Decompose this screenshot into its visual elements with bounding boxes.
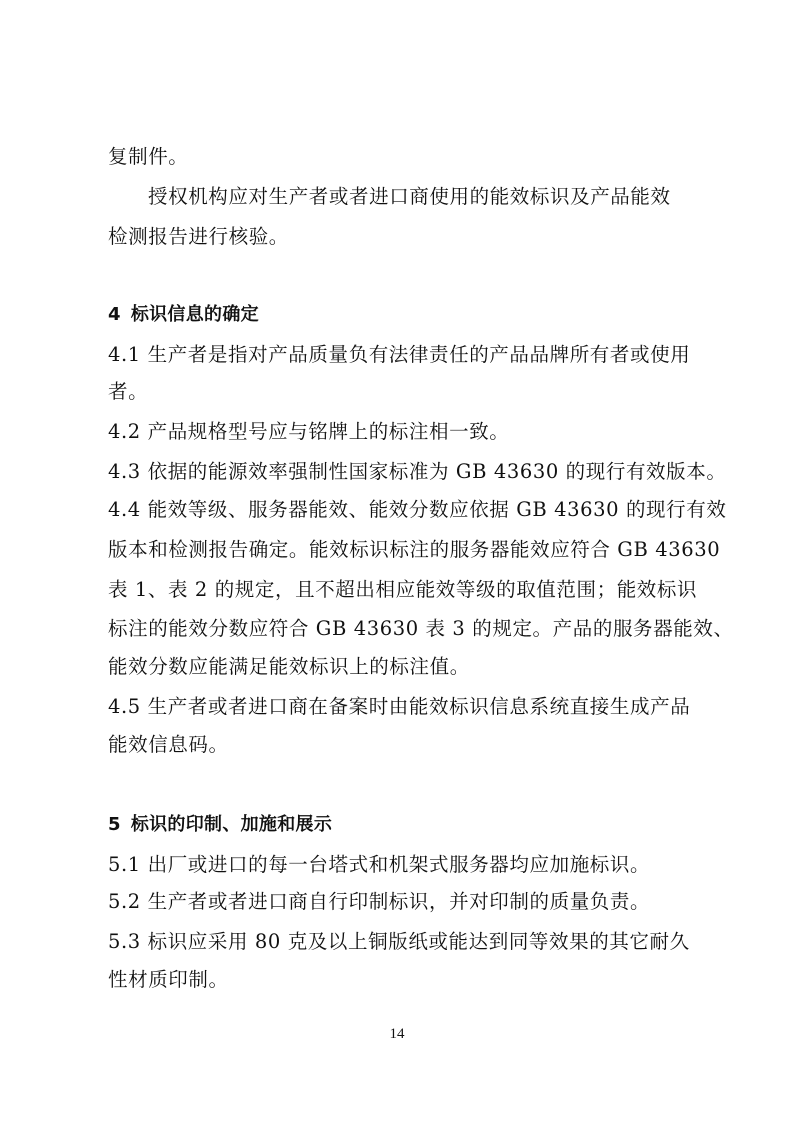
paragraph-line: 能效分数应能满足能效标识上的标注值。 <box>108 655 470 678</box>
section-heading-4 <box>108 303 688 327</box>
clause-5-1: 5.1 出厂或进口的每一台塔式和机架式服务器均应加施标识。 <box>108 853 651 876</box>
clause-4-4: 4.4 能效等级、服务器能效、能效分数应依据 GB 43630 的现行有效 <box>108 498 727 521</box>
section-number: 4 <box>108 304 121 325</box>
paragraph-line: 授权机构应对生产者或者进口商使用的能效标识及产品能效 <box>148 185 671 208</box>
paragraph-line: 检测报告进行核验。 <box>108 225 289 248</box>
paragraph-line: 复制件。 <box>108 145 189 168</box>
clause-5-3: 5.3 标识应采用 80 克及以上铜版纸或能达到同等效果的其它耐久 <box>108 930 690 953</box>
paragraph-line: 者。 <box>108 380 149 403</box>
section-title: 标识的印制、加施和展示 <box>130 814 333 835</box>
paragraph-line: 性材质印制。 <box>108 968 229 991</box>
paragraph-line: 标注的能效分数应符合 GB 43630 表 3 的规定。产品的服务器能效、 <box>108 617 734 640</box>
clause-4-5: 4.5 生产者或者进口商在备案时由能效标识信息系统直接生成产品 <box>108 695 691 718</box>
paragraph-line: 能效信息码。 <box>108 733 229 756</box>
clause-4-3: 4.3 依据的能源效率强制性国家标准为 GB 43630 的现行有效版本。 <box>108 460 727 483</box>
section-heading-5 <box>108 813 688 837</box>
clause-5-2: 5.2 生产者或者进口商自行印制标识，并对印制的质量负责。 <box>108 890 651 913</box>
page-number: 14 <box>389 1026 405 1042</box>
section-number: 5 <box>108 814 121 835</box>
paragraph-line: 版本和检测报告确定。能效标识标注的服务器能效应符合 GB 43630 <box>108 538 721 561</box>
clause-4-2: 4.2 产品规格型号应与铭牌上的标注相一致。 <box>108 420 510 443</box>
section-title: 标识信息的确定 <box>130 304 259 325</box>
paragraph-line: 表 1、表 2 的规定，且不超出相应能效等级的取值范围；能效标识 <box>108 578 698 601</box>
clause-4-1: 4.1 生产者是指对产品质量负有法律责任的产品品牌所有者或使用 <box>108 343 691 366</box>
